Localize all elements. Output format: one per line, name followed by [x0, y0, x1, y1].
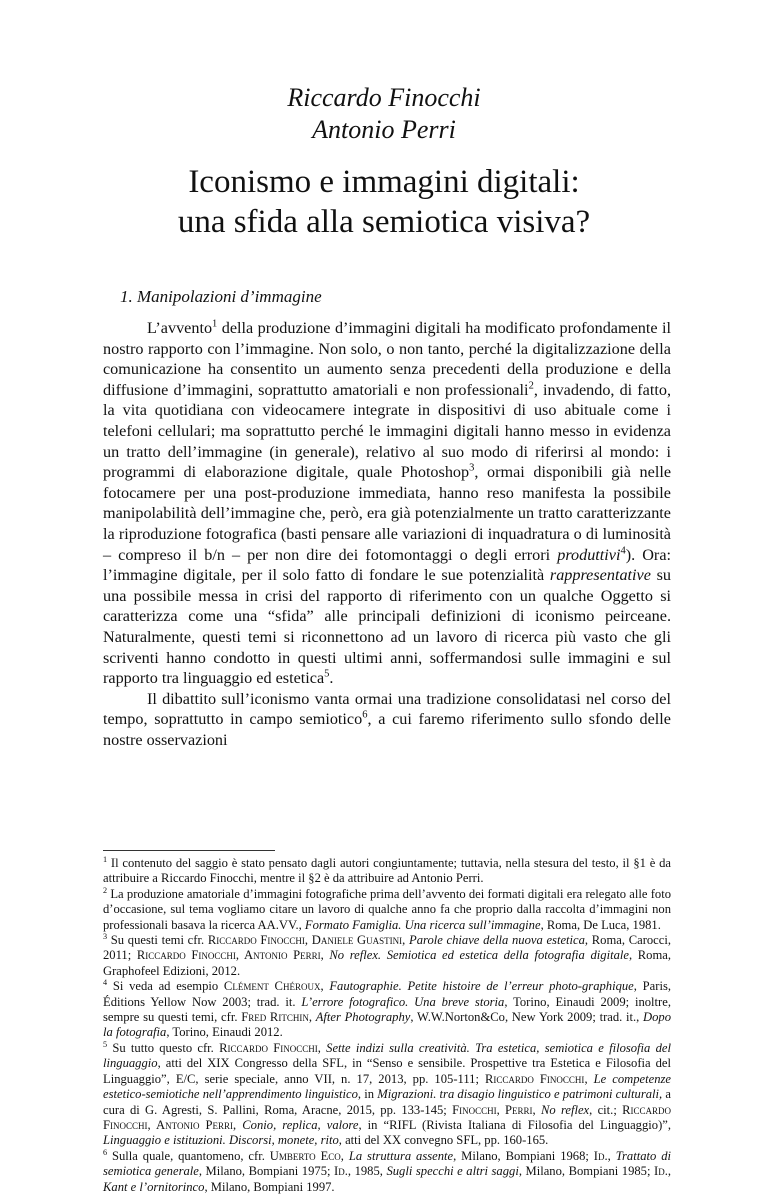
- italic-run: Fautographie. Petite histoire de l’erreur photo-graphique: [329, 979, 634, 994]
- footnote-number: 6: [103, 1147, 108, 1157]
- italic-run: Linguaggio e istituzioni. Discorsi, monete, rito: [103, 1133, 339, 1148]
- author-smallcaps: Umberto Eco: [269, 1148, 341, 1163]
- italic-run: Kant e l’ornitorinco: [103, 1179, 205, 1194]
- author-smallcaps: Riccardo Finocchi, Antonio Perri: [103, 1102, 672, 1132]
- text-run: ). Ora: l’immagine digitale, per il solo fatto di fondare le sue potenzialità: [103, 545, 672, 585]
- footnote: [103, 887, 671, 933]
- footnote-ref[interactable]: 3: [469, 462, 475, 474]
- footnote-separator: [103, 850, 275, 851]
- text-run: , Torino, Einaudi 2012.: [166, 1025, 283, 1040]
- text-run: ,: [532, 1102, 541, 1117]
- footnote: [103, 933, 671, 979]
- text-run: ,: [402, 933, 410, 948]
- text-run: , Milano, Bompiani 1968;: [453, 1148, 594, 1163]
- text-run: Il dibattito sull’iconismo vanta ormai una tradizione consolidatasi nel corso del tempo, soprattutto in campo semiotico: [103, 689, 671, 729]
- author-smallcaps: Fred Ritchin: [241, 1010, 309, 1025]
- paper-title: [0, 162, 768, 242]
- author-smallcaps: Riccardo Finocchi, Antonio Perri: [136, 948, 321, 963]
- text-run: della produzione d’immagini digitali ha modificato profondamente il nostro rapporto con l’immagine. Non solo, o non tanto, perché la digitalizzazione della comunicazione ha consentito un aumento senza precedenti della produzione e della diffusione d’immagini, soprattutto amatoriali e non professionali: [103, 319, 671, 399]
- footnote-number: 4: [103, 978, 108, 988]
- italic-run: produttivi: [557, 545, 621, 564]
- author-name: Riccardo Finocchi: [287, 83, 481, 112]
- text-run: Il contenuto del saggio è stato pensato dagli autori congiuntamente; tuttavia, nella stesura del testo, il §1 è da attribuire a Riccardo Finocchi, mentre il §2 è da attribuire ad Antonio Perri.: [103, 856, 671, 886]
- footnote-ref[interactable]: 6: [362, 709, 368, 721]
- italic-run: L’errore fotografico. Una breve storia: [301, 994, 505, 1009]
- author-smallcaps: Id.: [654, 1164, 668, 1179]
- text-run: Su tutto questo cfr.: [107, 1040, 220, 1055]
- italic-run: Sugli specchi e altri saggi: [386, 1164, 519, 1179]
- footnote: [103, 856, 671, 887]
- text-run: ,: [607, 1148, 616, 1163]
- text-run: , in “RIFL (Rivista Italiana di Filosofia del Linguaggio)”,: [358, 1117, 672, 1132]
- author-name: Antonio Perri: [312, 115, 456, 144]
- title-line: una sfida alla semiotica visiva?: [177, 204, 591, 240]
- title-line: Iconismo e immagini digitali:: [188, 164, 580, 200]
- text-run: , Roma, De Luca, 1981.: [540, 917, 661, 932]
- text-run: ,: [320, 979, 330, 994]
- text-run: Su questi temi cfr.: [107, 933, 208, 948]
- text-run: ,: [584, 1071, 594, 1086]
- text-run: , in: [357, 1087, 378, 1102]
- italic-run: No reflex: [540, 1102, 590, 1117]
- footnote: [103, 979, 671, 1041]
- text-run: a cura di G. Agresti, S. Pallini, Roma, Aracne, 2015, pp. 133-145;: [103, 1087, 671, 1117]
- text-run: .: [329, 669, 334, 688]
- text-run: , Torino, Einaudi 2009; inoltre, sempre su questi temi, cfr.: [103, 994, 671, 1025]
- paragraph: [103, 318, 671, 689]
- italic-run: Parole chiave della nuova estetica: [409, 933, 585, 948]
- text-run: , Milano, Bompiani 1975;: [198, 1164, 335, 1179]
- paragraph: [103, 689, 671, 751]
- footnote-ref[interactable]: 2: [528, 380, 534, 392]
- author-smallcaps: Id.: [593, 1148, 608, 1163]
- author-smallcaps: Riccardo Finocchi: [485, 1071, 585, 1086]
- section-heading: 1. Manipolazioni d’immagine: [120, 287, 322, 306]
- text-run: ,: [308, 1010, 316, 1025]
- text-run: , Milano, Bompiani 1997.: [204, 1179, 335, 1194]
- text-run: , atti del XX convegno SFL, pp. 160-165.: [338, 1133, 549, 1148]
- text-run: Si veda ad esempio: [107, 979, 224, 994]
- text-run: , a cui faremo riferimento sullo sfondo delle nostre osservazioni: [103, 710, 671, 749]
- italic-run: Conio, replica, valore: [242, 1117, 359, 1132]
- text-run: ,: [340, 1148, 349, 1163]
- text-run: , invadendo, di fatto, la vita quotidiana con videocamere integrate in dispositivi di uso abituale come i telefoni cellulari; ma soprattutto perché le immagini digitali hanno messo in evidenza un tratto dell’immagine (in generale), relativo al suo modo di riferirsi al mondo: i programmi di elaborazione digitale, quale Photoshop: [103, 380, 671, 482]
- author-smallcaps: Riccardo Finocchi, Daniele Guastini: [207, 933, 403, 948]
- italic-run: Le competenze estetico-semiotiche nell’apprendimento linguistico: [103, 1071, 671, 1102]
- text-run: su una possibile messa in crisi del rapporto di riferimento con un qualche Oggetto si caratterizza come una “sfida” alle principali definizioni di iconismo peirceane. Naturalmente, questi temi si riconnettono ad un lavoro di ricerca più vasto che gli scriventi hanno condotto in questi ultimi anni, soffermandosi sulle immagini e sul rapporto tra linguaggio ed estetica: [103, 566, 671, 688]
- text-run: , ormai disponibili già nelle fotocamere per una post-produzione immediata, hanno reso manifesta la possibile manipolabilità dell’immagine che, però, era già potenzialmente un tratto caratterizzante la riproduzione fotografica (basti pensare alle variazioni di inquadratura o di luminosità – compreso il b/n – per non dire dei fotomontaggi o degli errori: [103, 463, 672, 564]
- footnote-number: 1: [103, 854, 108, 864]
- author-block: [0, 82, 768, 146]
- text-run: L’avvento: [147, 319, 213, 337]
- footnote-number: 3: [103, 931, 108, 941]
- italic-run: La struttura assente: [348, 1148, 454, 1163]
- author-smallcaps: Riccardo Finocchi: [219, 1040, 318, 1055]
- text-run: , Roma, Graphofeel Edizioni, 2012.: [103, 948, 672, 978]
- text-run: , Paris, Éditions Yellow Now 2003; trad. it.: [103, 979, 671, 1009]
- author-smallcaps: Finocchi, Perri: [452, 1102, 533, 1117]
- footnote: [103, 1149, 671, 1195]
- italic-run: After Photography: [315, 1010, 411, 1025]
- text-run: ,: [233, 1117, 243, 1132]
- footnote-number: 2: [103, 885, 108, 895]
- text-run: , W.W.Norton&Co, New York 2009; trad. it.,: [410, 1010, 644, 1025]
- footnote: [103, 1041, 671, 1149]
- text-run: , 1985,: [347, 1164, 387, 1179]
- text-run: , Roma, Carocci, 2011;: [103, 933, 672, 963]
- italic-run: Sette indizi sulla creatività. Tra estetica, semiotica e filosofia del linguaggio: [103, 1040, 671, 1071]
- body-text: [103, 318, 671, 750]
- author-smallcaps: Clément Chéroux: [223, 979, 321, 994]
- text-run: , Milano, Bompiani 1985;: [518, 1164, 655, 1179]
- text-run: La produzione amatoriale d’immagini fotografiche prima dell’avvento dei formati digitali era relegato alle foto d’occasione, sul tema vogliamo citare un lavoro di qualche anno fa che proprio dalla raccolta d’immagini non professionali basava la ricerca AA.VV.,: [103, 886, 671, 932]
- footnote-ref[interactable]: 1: [212, 318, 218, 330]
- footnote-number: 5: [103, 1039, 108, 1049]
- italic-run: rappresentative: [549, 566, 651, 585]
- author-smallcaps: Id.: [334, 1164, 348, 1179]
- footnote-ref[interactable]: 4: [620, 545, 626, 557]
- text-run: ,: [667, 1164, 672, 1179]
- italic-run: Trattato di semiotica generale: [103, 1148, 672, 1179]
- italic-run: Dopo la fotografia: [103, 1010, 672, 1040]
- text-run: , atti del XIX Congresso della SFL, in “Senso e sensibile. Prospettive tra Estetica e Filosofia del Linguaggio”, E/C, serie speciale, anno VII, n. 17, 2013, pp. 105-111;: [103, 1056, 671, 1086]
- text-run: ,: [320, 948, 330, 963]
- footnotes: [103, 856, 671, 1195]
- italic-run: Formato Famiglia. Una ricerca sull’immagine: [304, 917, 541, 932]
- text-run: Sulla quale, quantomeno, cfr.: [107, 1148, 270, 1163]
- italic-run: No reflex. Semiotica ed estetica della fotografia digitale: [329, 948, 629, 963]
- text-run: , cit.;: [589, 1102, 623, 1117]
- italic-run: Migrazioni. tra disagio linguistico e patrimoni culturali,: [377, 1087, 663, 1102]
- text-run: ,: [317, 1040, 327, 1055]
- footnote-ref[interactable]: 5: [324, 668, 330, 680]
